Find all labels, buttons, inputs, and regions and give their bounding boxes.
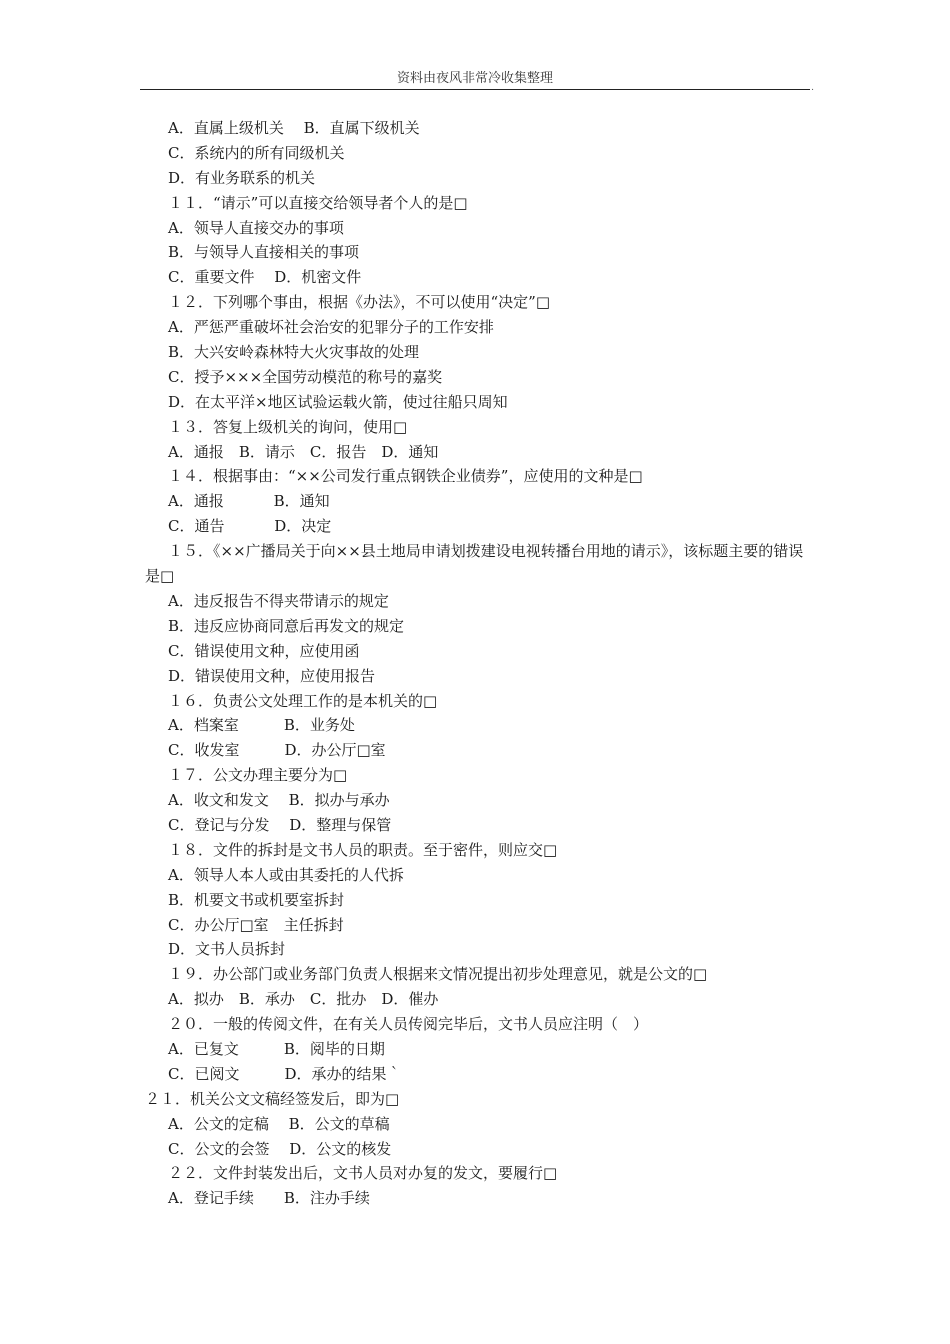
text-line: C．错误使用文种，应使用函 [168,641,360,660]
text-line: D．文书人员拆封 [168,940,286,959]
text-line: A．通报 B．通知 [168,492,330,511]
text-line: A．违反报告不得夹带请示的规定 [168,591,389,610]
text-line: D．错误使用文种，应使用报告 [168,666,376,685]
question-16: １６．负责公文处理工作的是本机关的□ [168,691,438,710]
question-18: １８．文件的拆封是文书人员的职责。至于密件，则应交□ [168,840,558,859]
question-15: １５．《××广播局关于向××县土地局申请划拨建设电视转播台用地的请示》，该标题主要的错误是□ [145,542,804,586]
question-21: ２１．机关公文文稿经签发后，即为□ [145,1089,400,1108]
document-body [145,116,810,1211]
text-line: C．公文的会签 D．公文的核发 [168,1139,392,1158]
text-line: C．授予×××全国劳动模范的称号的嘉奖 [168,367,443,386]
text-line: A．登记手续 B．注办手续 [168,1189,370,1208]
header-title: 资料由夜风非常冷收集整理 [396,71,553,86]
question-14: １４．根据事由：“××公司发行重点钢铁企业债券”，应使用的文种是□ [168,467,643,486]
question-17: １７．公文办理主要分为□ [168,766,348,785]
text-line: D．在太平洋×地区试验运载火箭，使过往船只周知 [168,392,508,411]
question-11: １１．“请示”可以直接交给领导者个人的是□ [168,193,468,212]
text-line: D．有业务联系的机关 [168,168,316,187]
text-line: A．档案室 B．业务处 [168,716,355,735]
text-line: B．机要文书或机要室拆封 [168,890,345,909]
page-header [140,70,814,93]
text-line: B．违反应协商同意后再发文的规定 [168,616,405,635]
text-line: C．办公厅□室 主任拆封 [168,915,344,934]
text-line: A．直属上级机关 B．直属下级机关 [168,119,420,137]
text-line: A．收文和发文 B．拟办与承办 [168,791,390,810]
text-line: C．系统内的所有同级机关 [168,143,345,162]
text-line: B．与领导人直接相关的事项 [168,243,360,262]
question-19: １９．办公部门或业务部门负责人根据来文情况提出初步处理意见，就是公文的□ [168,965,708,984]
text-line: C．收发室 D．办公厅□室 [168,741,386,760]
text-line: C．重要文件 D．机密文件 [168,268,362,287]
text-line: A．公文的定稿 B．公文的草稿 [168,1114,390,1133]
question-20: ２０．一般的传阅文件，在有关人员传阅完毕后，文书人员应注明（ ） [168,1015,649,1034]
text-line: C．通告 D．决定 [168,517,332,536]
header-mark: . [811,83,814,93]
text-line: A．已复文 B．阅毕的日期 [168,1039,385,1058]
text-line: B．大兴安岭森林特大火灾事故的处理 [168,343,420,362]
text-line: A．拟办 B．承办 C．批办 D．催办 [168,990,439,1009]
text-line: C．登记与分发 D．整理与保管 [168,815,392,834]
question-22: ２２．文件封装发出后，文书人员对办复的发文，要履行□ [168,1164,558,1183]
text-line: A．严惩严重破坏社会治安的犯罪分子的工作安排 [168,318,494,337]
text-line: A．领导人本人或由其委托的人代拆 [168,865,404,884]
text-line: A．通报 B．请示 C．报告 D．通知 [168,442,439,461]
question-13: １３．答复上级机关的询问，使用□ [168,417,408,436]
text-line: A．领导人直接交办的事项 [168,218,344,237]
text-line: C．已阅文 D．承办的结果｀ [168,1064,402,1083]
question-12: １２．下列哪个事由，根据《办法》，不可以使用“决定”□ [168,293,551,312]
header-rule [140,89,810,90]
